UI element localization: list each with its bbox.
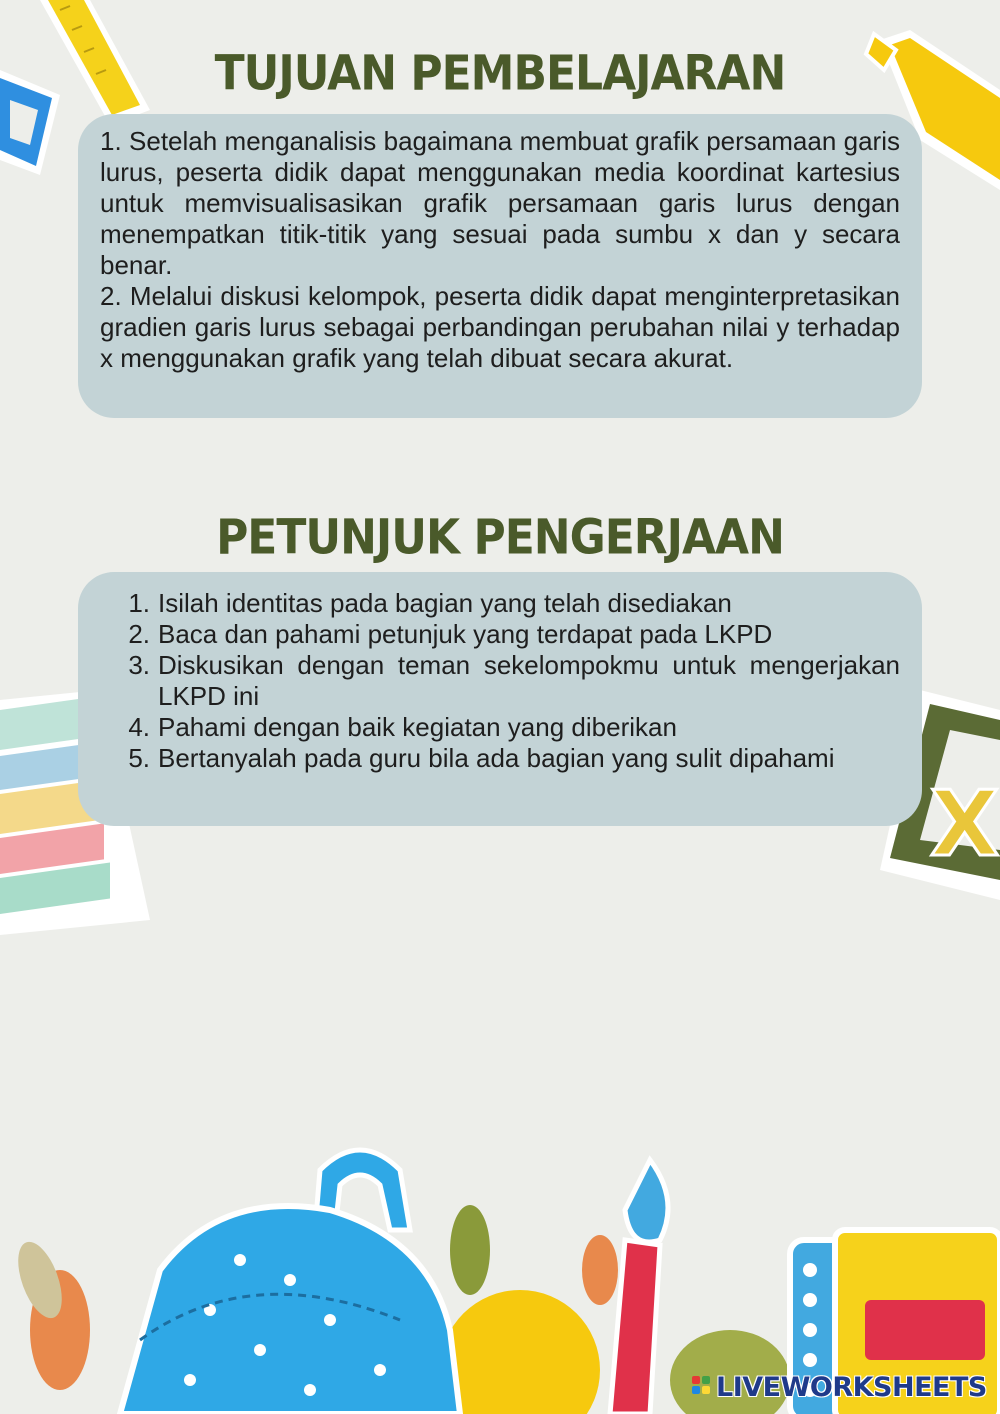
objective-paragraph: 1. Setelah menganalisis bagaimana membuat grafik persamaan garis lurus, peserta didik dapat menggunakan media koordinat kartesius untuk memvisualisasikan grafik persamaan garis lurus dengan menempatkan titik-titik yang sesuai pada sumbu x dan y secara benar. bbox=[100, 126, 900, 280]
objective-paragraph: 2. Melalui diskusi kelompok, peserta didik dapat menginterpretasikan gradien garis lurus sebagai perbandingan perubahan nilai y terhadap x menggunakan grafik yang telah dibuat secara akurat. bbox=[100, 281, 900, 373]
item-text: Baca dan pahami petunjuk yang terdapat pada LKPD bbox=[158, 619, 773, 649]
item-number: 4. bbox=[128, 712, 150, 742]
item-text: Bertanyalah pada guru bila ada bagian yang sulit dipahami bbox=[158, 743, 835, 773]
instructions-list bbox=[100, 588, 900, 774]
instructions-title: PETUNJUK PENGERJAAN bbox=[216, 509, 784, 566]
liveworksheets-watermark[interactable]: LIVEWORKSHEETS bbox=[716, 1372, 987, 1403]
learning-objectives-title: TUJUAN PEMBELAJARAN bbox=[214, 45, 786, 102]
list-item bbox=[100, 588, 900, 619]
instructions-box bbox=[78, 572, 922, 826]
list-item bbox=[100, 619, 900, 650]
item-number: 2. bbox=[128, 619, 150, 649]
learning-objectives-box bbox=[78, 114, 922, 418]
item-number: 1. bbox=[128, 588, 150, 618]
item-number: 3. bbox=[128, 650, 150, 680]
x-letter: X bbox=[930, 772, 1000, 877]
liveworksheets-logo-icon bbox=[692, 1376, 714, 1402]
item-number: 5. bbox=[128, 743, 150, 773]
list-item bbox=[100, 712, 900, 743]
list-item bbox=[100, 743, 900, 774]
item-text: Diskusikan dengan teman sekelompokmu untuk mengerjakan LKPD ini bbox=[158, 650, 900, 711]
list-item bbox=[100, 650, 900, 712]
item-text: Pahami dengan baik kegiatan yang diberikan bbox=[158, 712, 677, 742]
item-text: Isilah identitas pada bagian yang telah disediakan bbox=[158, 588, 732, 618]
